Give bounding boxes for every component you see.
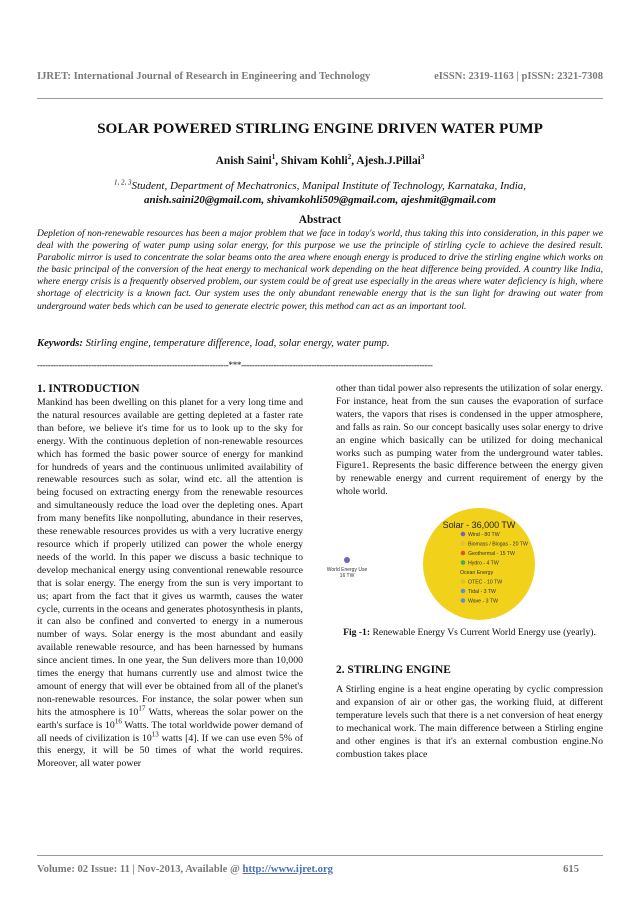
figure-caption	[336, 627, 603, 639]
legend-label: Hydro - 4 TW	[468, 560, 499, 567]
legend-label: Wind - 80 TW	[468, 532, 500, 538]
affiliation-sup: 1, 2, 3	[113, 178, 132, 187]
author-emails: anish.saini20@gmail.com, shivamkohli509@gmail.com, ajeshmit@gmail.com	[144, 194, 496, 206]
section-2-text: A Stirling engine is a heat engine operating by cyclic compression and expansion of air or other gas, the working fluid, at different temperature levels such that there is a net conversion of heat energy to mechanical work. The main difference between a Stirling engine and other engines is that it's an external combustion engine.No combustion takes place	[336, 684, 603, 760]
figure-caption-text: Renewable Energy Vs Current World Energy use (yearly).	[370, 627, 596, 638]
legend-dot	[461, 532, 466, 537]
legend-label: Ocean Energy	[460, 570, 494, 576]
intro-right-column: other than tidal power also represents the utilization of solar energy. For instance, heat from the sun causes the evaporation of surface waters, the vapors that rises is condensed in the upper atmosphere, and falls as rain. So our concept basically uses solar energy to drive an engine which basically can be utilized for doing mechanical works such as pumping water from the underground water tables. Figure1. Represents the basic difference between the energy given by renewable energy and current requirement of energy by the whole world.	[336, 383, 603, 498]
legend-dot	[461, 589, 466, 594]
intro-left-column	[37, 397, 303, 771]
keywords-label: Keywords:	[37, 338, 83, 349]
author-2-sup: 2	[347, 153, 352, 162]
exponent-16: 16	[114, 717, 122, 726]
abstract-text: Depletion of non-renewable resources has been a major problem that we face in today's world, thus taking this into consideration, in this paper we deal with the powering of water pump using solar energy, for this purpose we use the principle of stirling cycle to achieve the desired result. Parabolic mirror is used to concentrate the solar beams onto the area where enough energy is produced to drive the stirling engine which works on the basic principal of the conversion of the heat energy to mechanical work depending on the heat difference being provided. A country like India, where energy crisis is a frequently observed problem, our system could be of great use especially in the areas where water deficiency is high, where shortage of electricity is a known fact. Our system uses the only abundant renewable energy that is the sun light for drawing out water from underground water beds which can be used to generate electric power, this method can act as an important tool.	[37, 228, 603, 312]
keywords	[37, 338, 603, 349]
intro-text-c: Watts. The total worldwide power demand of all needs of civilization is 10	[37, 719, 303, 744]
legend-dot	[461, 560, 466, 565]
legend-label: Tidal - 3 TW	[468, 589, 496, 595]
exponent-13: 13	[151, 730, 159, 739]
page-number: 615	[563, 864, 579, 875]
exponent-17: 17	[138, 704, 146, 713]
footer-rule	[37, 855, 603, 856]
author-1: Anish Saini	[215, 155, 272, 167]
solar-label: Solar - 36,000 TW	[442, 520, 516, 530]
section-2-heading: 2. STIRLING ENGINE	[336, 664, 451, 676]
section-separator: -----------------------------------------------------------------------***-----------------------------------------------------------------------	[37, 360, 433, 370]
header-rule	[37, 98, 603, 99]
energy-figure-svg	[326, 509, 603, 619]
affiliation-text: Student, Department of Mechatronics, Manipal Institute of Technology, Karnataka, India,	[131, 180, 527, 192]
intro-text-a: Mankind has been dwelling on this planet for a very long time and the natural resources available are getting depleted at a faster rate than before, we believe it's time for us to look up to the sky for energy. With the continuous depletion of non-renewable resources which has formed the basic power source of energy for mankind for hundreds of years and the continuous unlimited availability of renewable resources such as solar, wind etc. all the attention is being focused on extracting energy from the renewable resources and simultaneously reduce the load over the depleting ones. Apart from many benefits like nonpolluting, abundance in their reserves, these renewable resources provides us with a very lucrative energy resource which if properly utilized can power the whole energy needs of the world. In this paper we discuss a basic technique to develop mechanical energy using conventional renewable resource that is solar energy. The energy from the sun is very important to us; apart from the fact that it gives us warmth, causes the water cycle, currents in the oceans and generates photosynthesis in plants, it can also be confined and converted to energy in a numerous number of ways. Solar energy is the most abundant and easily available renewable resource, and has been harnessed by humans since ancient times. In one year, the Sun delivers more than 10,000 times the energy that humans currently use and almost twice the amount of energy that will ever be obtained from all of the planet's non-renewable resources. For instance, the solar power when sun hits the atmosphere is 10	[37, 397, 303, 718]
world-energy-label: World Energy Use	[326, 567, 368, 573]
author-3: Ajesh.J.Pillai	[356, 155, 421, 167]
legend-label: Biomass / Biogas - 20 TW	[468, 541, 528, 548]
intro-text-d: watts [4]. If we can use even 5% of this energy, it will be 50 times of what the world requires. Moreover, all water power	[37, 732, 303, 770]
issn-info: eISSN: 2319-1163 | pISSN: 2321-7308	[434, 71, 603, 82]
journal-name: IJRET: International Journal of Research in Engineering and Technology	[37, 71, 371, 82]
legend-label: OTEC - 10 TW	[468, 579, 503, 586]
world-energy-dot	[344, 557, 350, 563]
footer-text: Volume: 02 Issue: 11 | Nov-2013, Available @	[37, 864, 243, 875]
author-3-sup: 3	[420, 153, 425, 162]
world-energy-value: 16 TW	[339, 573, 355, 579]
affiliation	[37, 179, 603, 207]
legend-dot	[461, 598, 466, 603]
section-1-heading: 1. INTRODUCTION	[37, 383, 140, 395]
legend-dot	[461, 551, 466, 556]
figure-caption-label: Fig -1:	[343, 627, 371, 638]
figure-1	[326, 509, 603, 619]
legend-dot	[461, 579, 466, 584]
author-1-sup: 1	[271, 153, 276, 162]
journal-link[interactable]: http://www.ijret.org	[242, 864, 333, 875]
intro-paragraph	[37, 397, 303, 771]
author-2: Shivam Kohli	[280, 155, 348, 167]
legend-dot	[461, 541, 466, 546]
paper-title: SOLAR POWERED STIRLING ENGINE DRIVEN WATER PUMP	[97, 120, 543, 137]
legend-label: Wave - 3 TW	[468, 598, 498, 605]
author-list: Anish Saini$^1$, Shivam Kohli$^2$, Ajesh.J.Pillai$^3$	[215, 153, 425, 167]
abstract-heading: Abstract	[298, 214, 342, 226]
intro-text-b: Watts, whereas the solar power on the earth's surface is 10	[37, 706, 303, 731]
legend-label: Geothermal - 15 TW	[468, 551, 515, 557]
keywords-text: Stirling engine, temperature difference, load, solar energy, water pump.	[85, 338, 390, 349]
